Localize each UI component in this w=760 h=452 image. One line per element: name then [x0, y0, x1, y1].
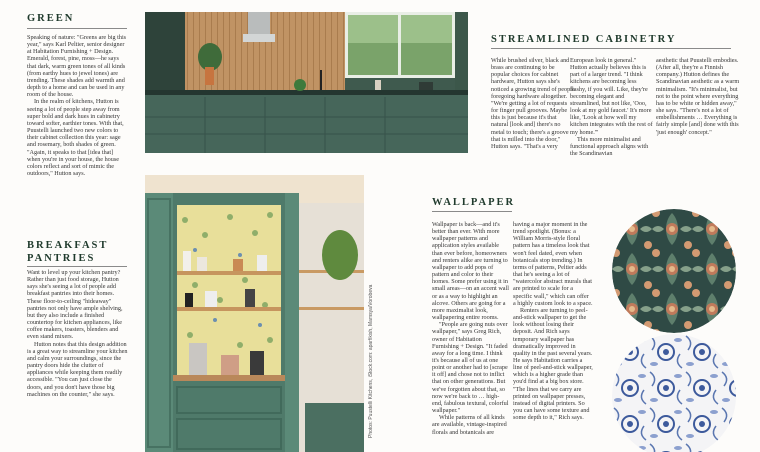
heading-pantries-line2: PANTRIES	[27, 253, 96, 264]
pantries-paragraph: Hutton notes that this design addition is a great way to streamline your kitchen and calm your surroundings, since the pantry doors hide the clutter of appliances while keeping them readily accessible. "You can just close the doors, and you don't have those big machines on the counter," she says.	[27, 340, 128, 398]
photo-credit: Photos: Puustelli Kitchens, iStock.com: aparfikish, Mamsya/Vorobeva	[368, 284, 374, 438]
cabinetry-col-1	[491, 57, 575, 157]
wallpaper-swatch-floral-dark	[612, 209, 736, 333]
heading-pantries	[27, 239, 108, 265]
wallpaper-swatch-floral-blue	[612, 334, 736, 452]
wallpaper-paragraph: While patterns of all kinds are available, vintage-inspired florals and botanicals are	[432, 414, 507, 436]
kitchen-photo	[145, 12, 468, 153]
cabinetry-col-3	[656, 57, 740, 157]
heading-rule-pantries	[27, 266, 127, 267]
cabinetry-col-2	[570, 57, 654, 157]
green-paragraph: In the realm of kitchens, Hutton is seeing a lot of people step away from super bold and dark hues in cabinetry toward softer, earthier tones. With that, Puustelli launched two new colors to their cabinet collection this year: sage and rosemary, both shades of green. "Again, it speaks to that [idea that] when you're in your house, the house colors reflect and sort of mimic the outdoors," Hutton says.	[27, 98, 124, 177]
green-paragraph: Speaking of nature: "Greens are big this year," says Karl Peltier, senior designer at Habitation Furnishing + Design. Emerald, forest, pine, moss—he says that dark, warm green tones of all kinds (from earthy hues to jewel tones) are trending. These shades add warmth and depth to a home and can be used in any room of the house.	[27, 34, 127, 99]
pantries-paragraph: Want to level up your kitchen pantry? Rather than just food storage, Hutton says she's seeing a lot of people add breakfast pantries into their homes. These floor-to-ceiling "hideaway" pantries not only have ample shelving, but they also include a finished countertop for kitchen appliances, like coffee makers, toasters, blenders and even stand mixers.	[27, 269, 123, 341]
wallpaper-paragraph: Renters are turning to peel-and-stick wallpaper to get the look without losing their deposit. And Rich says temporary wallpaper has dramatically improved in quality in the past several years. He says Habitation carries a line of peel-and-stick wallpaper, which is a higher grade than you'd find at a big box store. "The lines that we carry are printed on wallpaper presses, instead of digital printers. So you can have some texture and some depth to it," Rich says.	[513, 306, 593, 422]
heading-green: GREEN	[27, 13, 75, 24]
cabinetry-paragraph: aesthetic that Puustelli embodies. (After all, they're a Finnish company.) Hutton defines the Scandinavian aesthetic as a warm minimalism. "It's minimalist, but not to the point where everything has to be white or hidden away," she says. "There's not a lot of embellishments … Everything is fairly simple [and] done with this 'just enough' concept."	[656, 57, 740, 136]
heading-rule-cabinetry	[491, 48, 731, 49]
wallpaper-col-1	[432, 221, 509, 447]
heading-cabinetry: STREAMLINED CABINETRY	[491, 34, 677, 45]
cabinetry-paragraph: European look in general." Hutton actually believes this is part of a larger trend. "I think kitchens are becoming less flashy, if you will. Like, they're becoming elegant and streamlined, but not like, 'Ooo, look at my gold faucet.' It's more like, 'Look at how well my kitchen integrates with the rest of my home.'"	[570, 57, 653, 136]
wallpaper-col-2	[513, 221, 593, 447]
pantries-body	[27, 269, 128, 447]
green-body	[27, 34, 128, 224]
cabinetry-paragraph: While brushed silver, black and brass are continuing to be popular choices for cabinet hardware, Hutton says she's noticed a growing trend of people foregoing hardware altogether. "We're getting a lot of requests for finger pull grooves. Maybe this is just because it's that natural [look and] there's no metal to touch; there's a groove that is milled into the door," Hutton says. "That's a very	[491, 57, 575, 150]
wallpaper-paragraph: having a major moment in the trend spotlight. (Bonus: a William Morris-style floral pattern has a timeless look that won't feel dated, even when botanicals stop trending.) In terms of patterns, Peltier adds that he's seeing a lot of "watercolor abstract murals that are printed to scale for a specific wall," which can offer a highly custom look to a space.	[513, 221, 593, 307]
heading-rule-green	[27, 28, 127, 29]
heading-pantries-line1: BREAKFAST	[27, 240, 109, 251]
cabinetry-paragraph: This more minimalist and functional approach aligns with the Scandinavian	[570, 135, 649, 157]
pantry-photo	[145, 175, 364, 452]
heading-rule-wallpaper	[432, 211, 512, 212]
wallpaper-paragraph: Wallpaper is back—and it's better than ever. With more wallpaper patterns and application styles available than ever before, homeowners and renters alike are turning to wallpaper to add pops of pattern and color to their homes. Some prefer using it in small areas—on an accent wall or as a way to highlight an alcove. Others are going for a more maximalist look, wallpapering entire rooms.	[432, 221, 509, 322]
heading-wallpaper: WALLPAPER	[432, 197, 516, 208]
wallpaper-paragraph: "People are going nuts over wallpaper," says Greg Rich, owner of Habitation Furnishing + Design. "It faded away for a long time. I think it's because all of us at one point or another had to [scrape it off] and chose not to inflict that on other generations. But we've forgotten about that, so now we're back to … high-end, fabulous textural, colorful wallpaper."	[432, 321, 509, 415]
